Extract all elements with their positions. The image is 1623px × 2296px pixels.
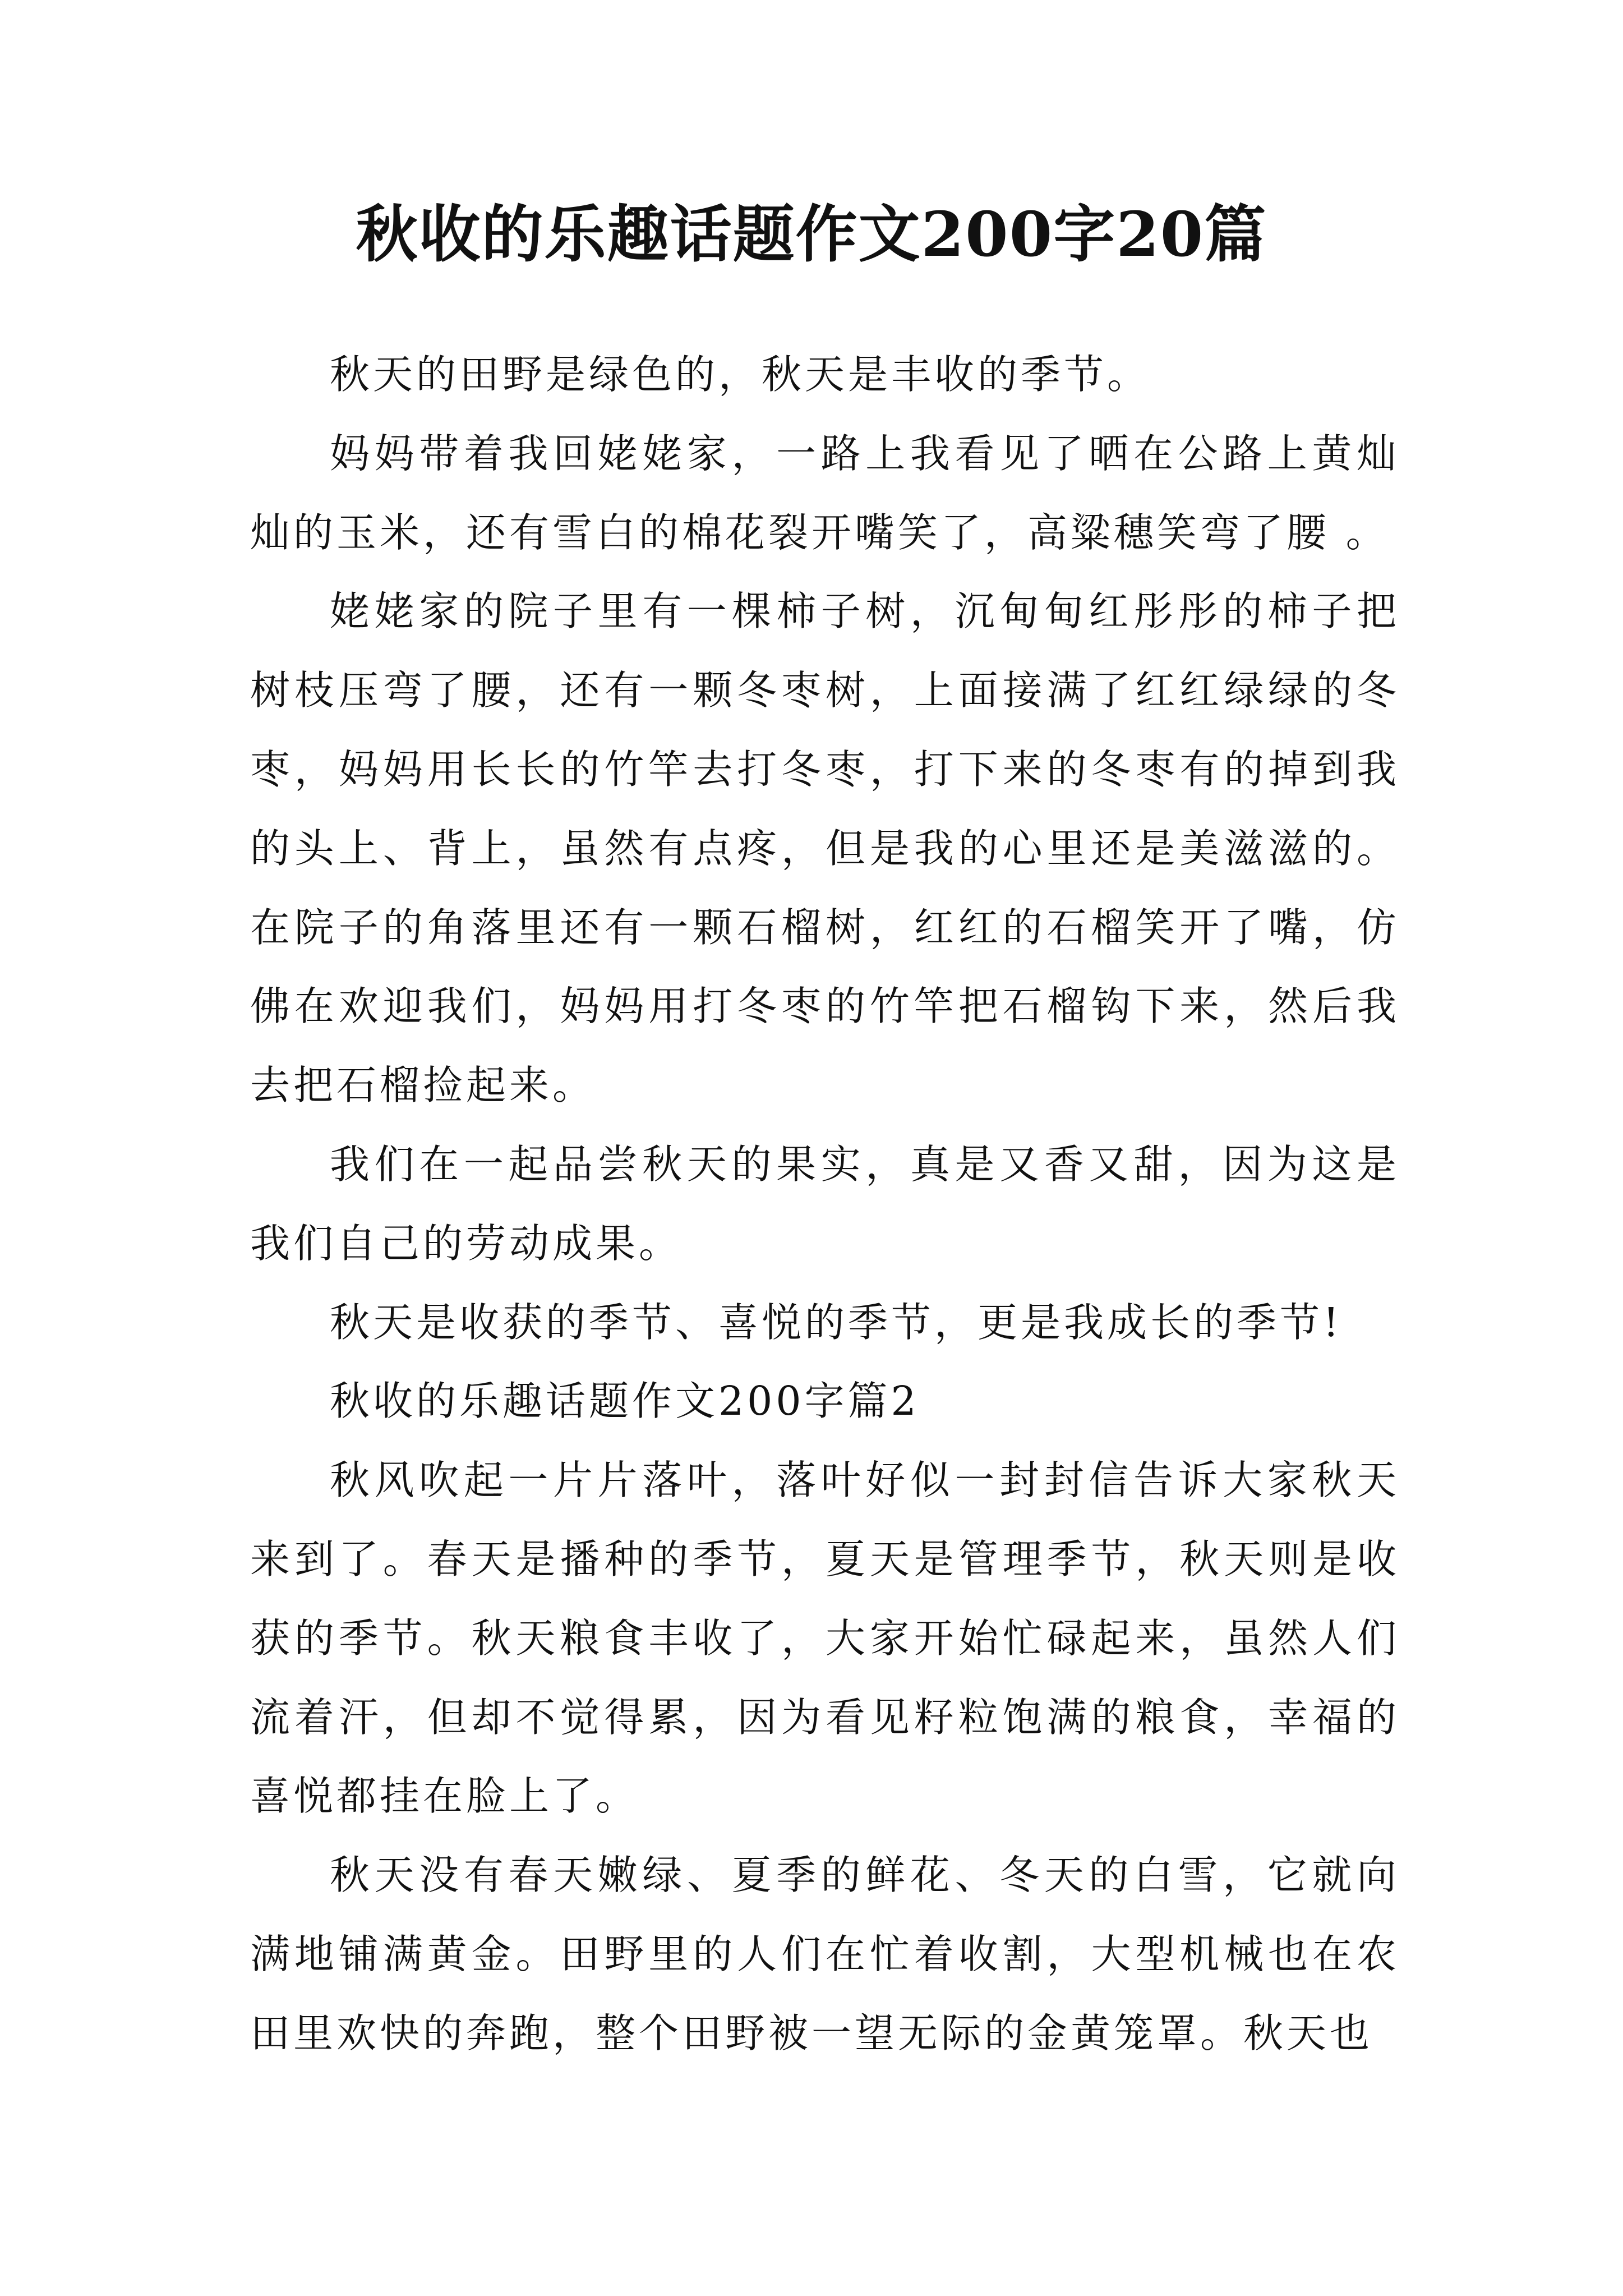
section-heading: 秋收的乐趣话题作文200字篇2 xyxy=(330,1378,920,1425)
paragraph: 秋天是收获的季节、喜悦的季节，更是我成长的季节! xyxy=(330,1299,1343,1346)
paragraph: 秋天的田野是绿色的，秋天是丰收的季节。 xyxy=(330,351,1151,398)
paragraph: 我们在一起品尝秋天的果实，真是又香又甜，因为这是我们自己的劳动成果。 xyxy=(250,1140,1400,1267)
paragraph: 妈妈带着我回姥姥家，一路上我看见了晒在公路上黄灿灿的玉米，还有雪白的棉花裂开嘴笑了，高粱穗笑弯了腰 。 xyxy=(250,430,1400,556)
paragraph: 秋风吹起一片片落叶，落叶好似一封封信告诉大家秋天来到了。春天是播种的季节，夏天是管理季节，秋天则是收获的季节。秋天粮食丰收了，大家开始忙碌起来，虽然人们流着汗，但却不觉得累，因为看见籽粒饱满的粮食，幸福的喜悦都挂在脸上了。 xyxy=(250,1457,1400,1820)
paragraph: 姥姥家的院子里有一棵柿子树，沉甸甸红彤彤的柿子把树枝压弯了腰，还有一颗冬枣树，上面接满了红红绿绿的冬枣，妈妈用长长的竹竿去打冬枣，打下来的冬枣有的掉到我的头上、背上，虽然有点疼，但是我的心里还是美滋滋的。在院子的角落里还有一颗石榴树，红红的石榴笑开了嘴，仿佛在欢迎我们，妈妈用打冬枣的竹竿把石榴钩下来，然后我去把石榴捡起来。 xyxy=(250,588,1400,1109)
document-title: 秋收的乐趣话题作文200字20篇 xyxy=(356,198,1267,270)
paragraph: 秋天没有春天嫩绿、夏季的鲜花、冬天的白雪，它就向满地铺满黄金。田野里的人们在忙着收割，大型机械也在农田里欢快的奔跑，整个田野被一望无际的金黄笼罩。秋天也 xyxy=(250,1852,1400,2056)
document-body xyxy=(250,335,1400,2073)
